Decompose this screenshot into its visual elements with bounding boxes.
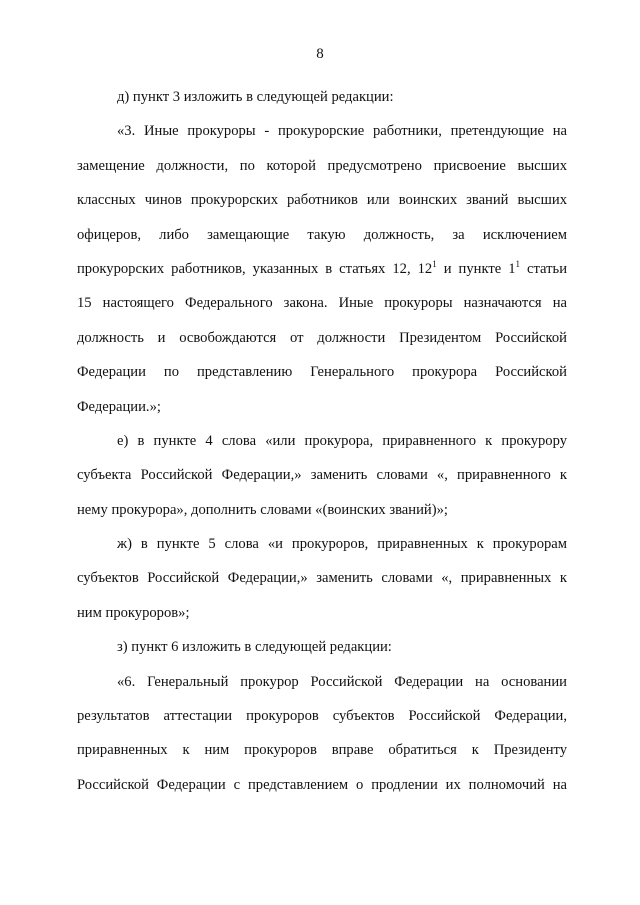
- text-line: [77, 390, 567, 424]
- page-number: 8: [316, 46, 324, 62]
- text-fragment: статьи: [520, 260, 567, 277]
- text-fragment: результатов аттестации прокуроров субъектов Российской Федерации,: [77, 708, 567, 725]
- text-fragment: субъектов Российской Федерации,» заменить словами «, приравненных к: [77, 570, 567, 587]
- text-fragment: з) пункт 6 изложить в следующей редакции:: [117, 639, 392, 656]
- text-fragment: Федерации по представлению Генерального прокурора Российской: [77, 364, 567, 381]
- text-fragment: 15 настоящего Федерального закона. Иные прокуроры назначаются на: [77, 295, 567, 312]
- text-line: [77, 355, 567, 389]
- text-fragment: д) пункт 3 изложить в следующей редакции:: [117, 89, 394, 105]
- text-fragment: Федерации.»;: [77, 398, 161, 415]
- text-fragment: должность и освобождаются от должности Президентом Российской: [77, 329, 567, 346]
- text-line: [77, 286, 567, 320]
- text-fragment: Российской Федерации с представлением о продлении их полномочий на: [77, 776, 567, 793]
- text-line: [77, 733, 567, 767]
- text-line: [77, 665, 567, 699]
- text-fragment: ж) в пункте 5 слова «и прокуроров, приравненных к прокурорам: [117, 536, 567, 553]
- text-fragment: е) в пункте 4 слова «или прокурора, приравненного к прокурору: [117, 432, 567, 449]
- text-line: [77, 596, 567, 630]
- text-line: [77, 252, 567, 286]
- text-fragment: нему прокурора», дополнить словами «(воинских званий)»;: [77, 501, 448, 518]
- text-fragment: ним прокуроров»;: [77, 604, 190, 621]
- text-fragment: «3. Иные прокуроры - прокурорские работники, претендующие на: [117, 123, 567, 140]
- text-line: [77, 630, 567, 664]
- text-line: [77, 80, 567, 114]
- text-fragment: «6. Генеральный прокурор Российской Федерации на основании: [117, 673, 567, 690]
- text-fragment: офицеров, либо замещающие такую должность, за исключением: [77, 226, 567, 243]
- text-fragment: и пункте 1: [436, 260, 516, 277]
- text-fragment: приравненных к ним прокуроров вправе обратиться к Президенту: [77, 742, 567, 759]
- text-line: [77, 218, 567, 252]
- text-line: [77, 183, 567, 217]
- document-body: [77, 80, 567, 802]
- text-fragment: субъекта Российской Федерации,» заменить словами «, приравненного к: [77, 467, 567, 484]
- text-line: [77, 561, 567, 595]
- text-line: [77, 768, 567, 802]
- text-line: [77, 321, 567, 355]
- text-fragment: классных чинов прокурорских работников или воинских званий высших: [77, 192, 567, 209]
- superscript: 1: [515, 258, 521, 269]
- superscript: 1: [432, 258, 437, 269]
- text-line: [77, 493, 567, 527]
- text-line: [77, 699, 567, 733]
- text-fragment: замещение должности, по которой предусмотрено присвоение высших: [77, 157, 567, 174]
- text-line: [77, 424, 567, 458]
- text-fragment: прокурорских работников, указанных в статьях 12, 12: [77, 260, 433, 277]
- text-line: [77, 527, 567, 561]
- text-line: [77, 114, 567, 148]
- text-line: [77, 458, 567, 492]
- text-line: [77, 149, 567, 183]
